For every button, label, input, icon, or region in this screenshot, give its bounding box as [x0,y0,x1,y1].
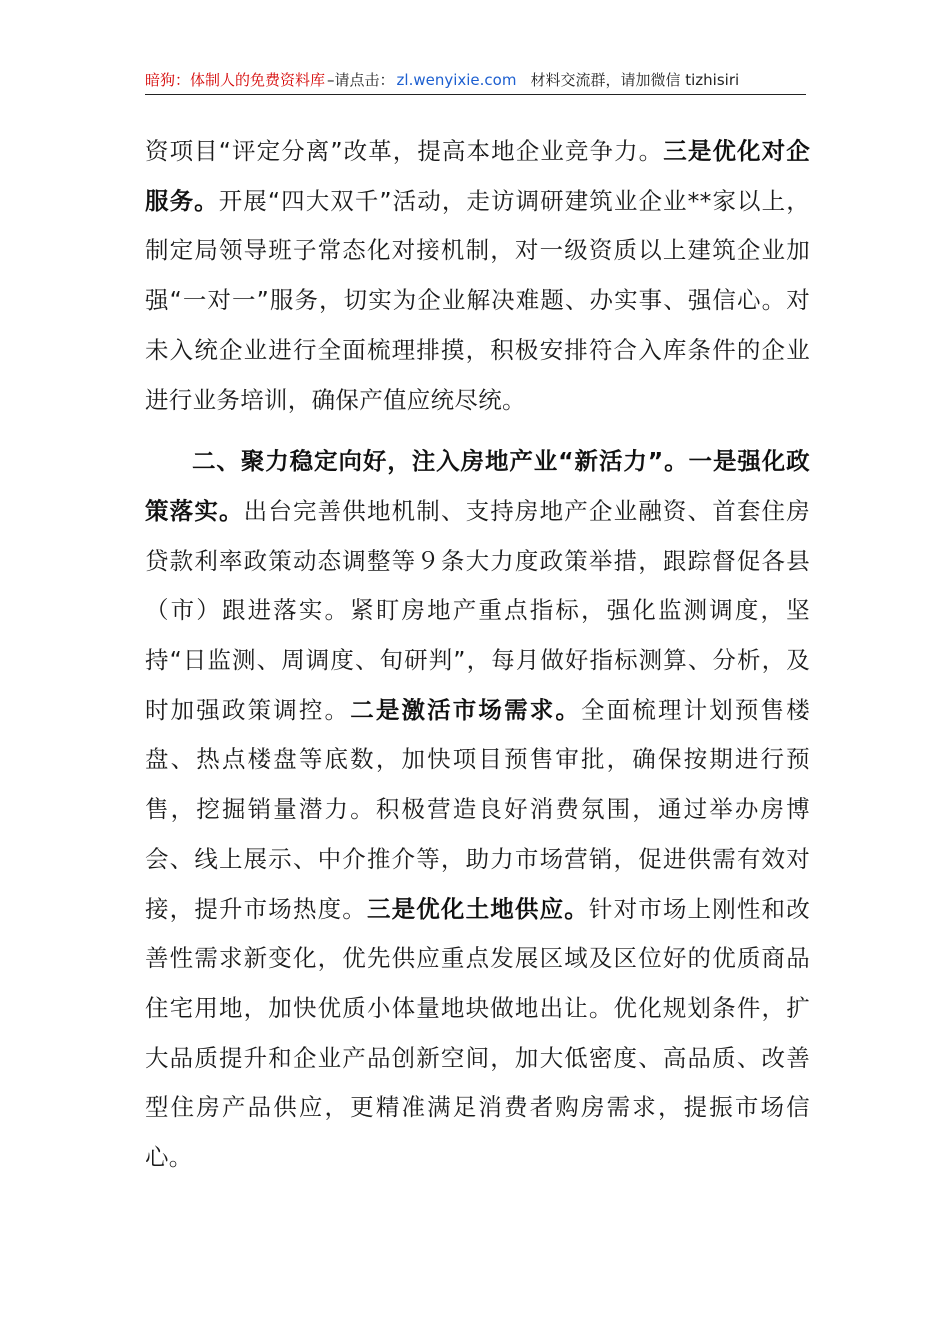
paragraph-2-heading-1: 二、聚力稳定向好，注入房地产业“新活力”。一是强化政策落实。 [145,447,810,525]
paragraph-2-heading-3: 三是优化土地供应。 [366,894,589,923]
page-header [145,66,806,95]
document-body [145,127,810,1183]
paragraph-1 [145,127,810,425]
paragraph-2-heading-2: 二是激活市场需求。 [350,695,582,724]
paragraph-2 [145,437,810,1183]
paragraph-1-run-1: 资项目“评定分离”改革，提高本地企业竞争力。 [145,137,664,165]
paragraph-2-run-2: 出台完善供地机制、支持房地产企业融资、首套住房贷款利率政策动态调整等９条大力度政策举措，跟踪督促各县（市）跟进落实。紧盯房地产重点指标，强化监测调度，坚持“日监测、周调度、旬研判”，每月做好指标测算、分析，及时加强政策调控。 [145,496,811,724]
header-link[interactable]: zl.wenyixie.com [396,71,517,89]
paragraph-1-run-3: 开展“四大双千”活动，走访调研建筑业企业**家以上，制定局领导班子常态化对接机制，对一级资质以上建筑企业加强“一对一”服务，切实为企业解决难题、办实事、强信心。对未入统企业进行全面梳理排摸，积极安排符合入库条件的企业进行业务培训，确保产值应统尽统。 [145,186,810,414]
paragraph-2-run-4: 全面梳理计划预售楼盘、热点楼盘等底数，加快项目预售审批，确保按期进行预售，挖掘销量潜力。积极营造良好消费氛围，通过举办房博会、线上展示、中介推介等，助力市场营销，促进供需有效对接，提升市场热度。 [145,695,810,923]
paragraph-2-run-6: 针对市场上刚性和改善性需求新变化，优先供应重点发展区域及区位好的优质商品住宅用地，加快优质小体量地块做地出让。优化规划条件，扩大品质提升和企业产品创新空间，加大低密度、高品质、改善型住房产品供应，更精准满足消费者购房需求，提振市场信心。 [145,894,810,1172]
header-prompt: –请点击： [327,71,395,89]
header-brand: 暗狗：体制人的免费资料库 [145,71,326,89]
header-contact: 材料交流群，请加微信 tizhisiri [530,71,740,89]
paragraph-1-heading-3: 三是优化对企服务。 [145,137,810,215]
